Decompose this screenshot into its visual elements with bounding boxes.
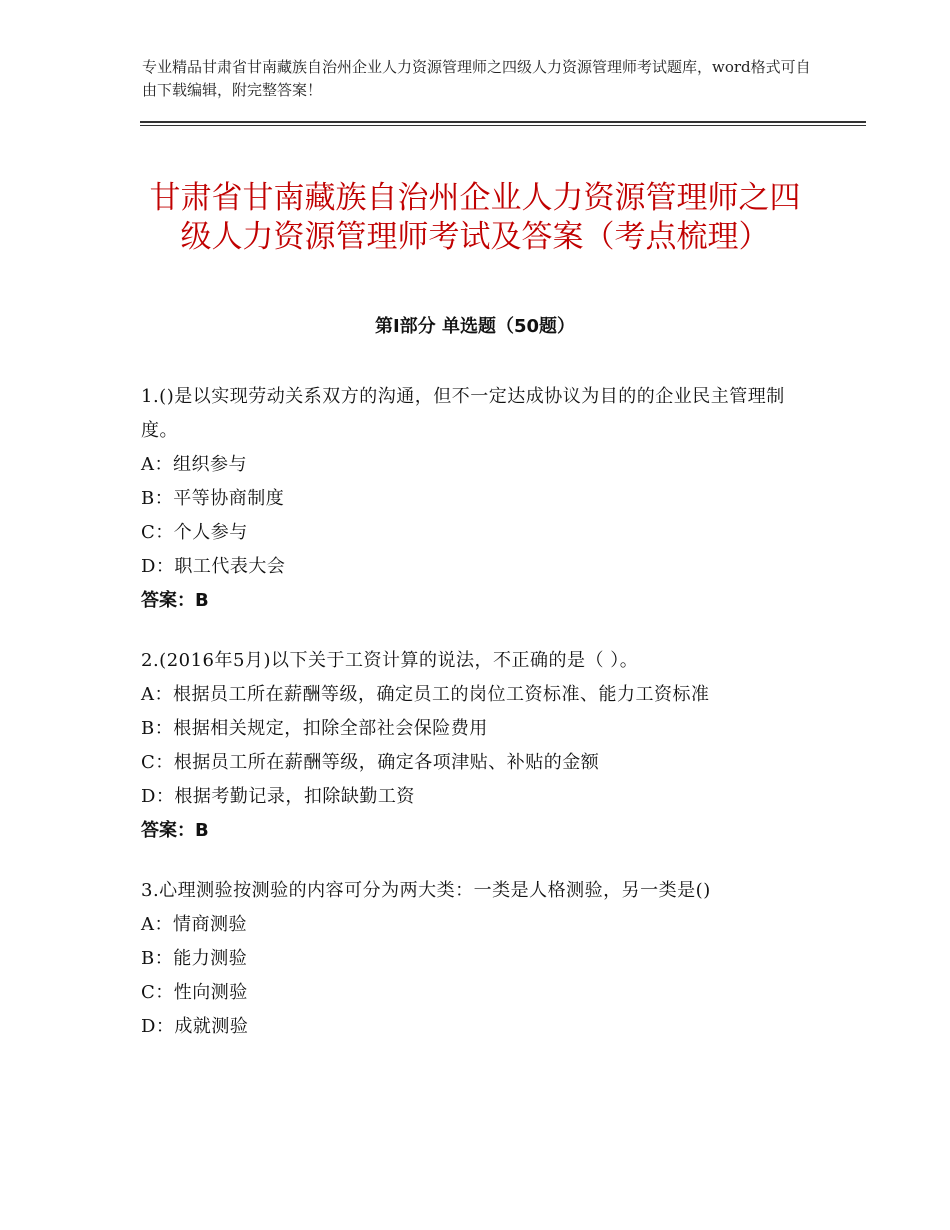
option-b: B：根据相关规定，扣除全部社会保险费用 xyxy=(141,718,488,739)
header-note: 专业精品甘肃省甘南藏族自治州企业人力资源管理师之四级人力资源管理师考试题库，word格式可自由下载编辑，附完整答案！ xyxy=(142,58,811,99)
question-stem: 1.()是以实现劳动关系双方的沟通，但不一定达成协议为目的的企业民主管理制度。 xyxy=(141,386,785,441)
question-stem: 2.(2016年5月)以下关于工资计算的说法，不正确的是（ ）。 xyxy=(141,650,639,671)
header-divider-thick xyxy=(140,121,866,123)
option-d: D：成就测验 xyxy=(141,1016,249,1037)
option-b: B：能力测验 xyxy=(141,948,248,969)
option-d: D：根据考勤记录，扣除缺勤工资 xyxy=(141,786,415,807)
question-stem: 3.心理测验按测验的内容可分为两大类：一类是人格测验，另一类是() xyxy=(141,880,711,901)
option-a: A：根据员工所在薪酬等级，确定员工的岗位工资标准、能力工资标准 xyxy=(141,684,710,705)
option-c: C：性向测验 xyxy=(141,982,248,1003)
question-list xyxy=(141,380,811,1070)
option-a: A：组织参与 xyxy=(141,454,247,475)
option-b: B：平等协商制度 xyxy=(141,488,285,509)
answer: 答案：B xyxy=(141,590,209,611)
header-divider-thin xyxy=(140,125,866,126)
answer: 答案：B xyxy=(141,820,209,841)
option-a: A：情商测验 xyxy=(141,914,247,935)
option-c: C：个人参与 xyxy=(141,522,248,543)
section-title: 第Ⅰ部分 单选题（50题） xyxy=(374,316,575,337)
question-3 xyxy=(141,874,811,1044)
option-c: C：根据员工所在薪酬等级，确定各项津贴、补贴的金额 xyxy=(141,752,600,773)
question-1 xyxy=(141,380,811,618)
option-d: D：职工代表大会 xyxy=(141,556,286,577)
question-2 xyxy=(141,644,811,848)
document-title: 甘肃省甘南藏族自治州企业人力资源管理师之四级人力资源管理师考试及答案（考点梳理） xyxy=(149,179,801,255)
